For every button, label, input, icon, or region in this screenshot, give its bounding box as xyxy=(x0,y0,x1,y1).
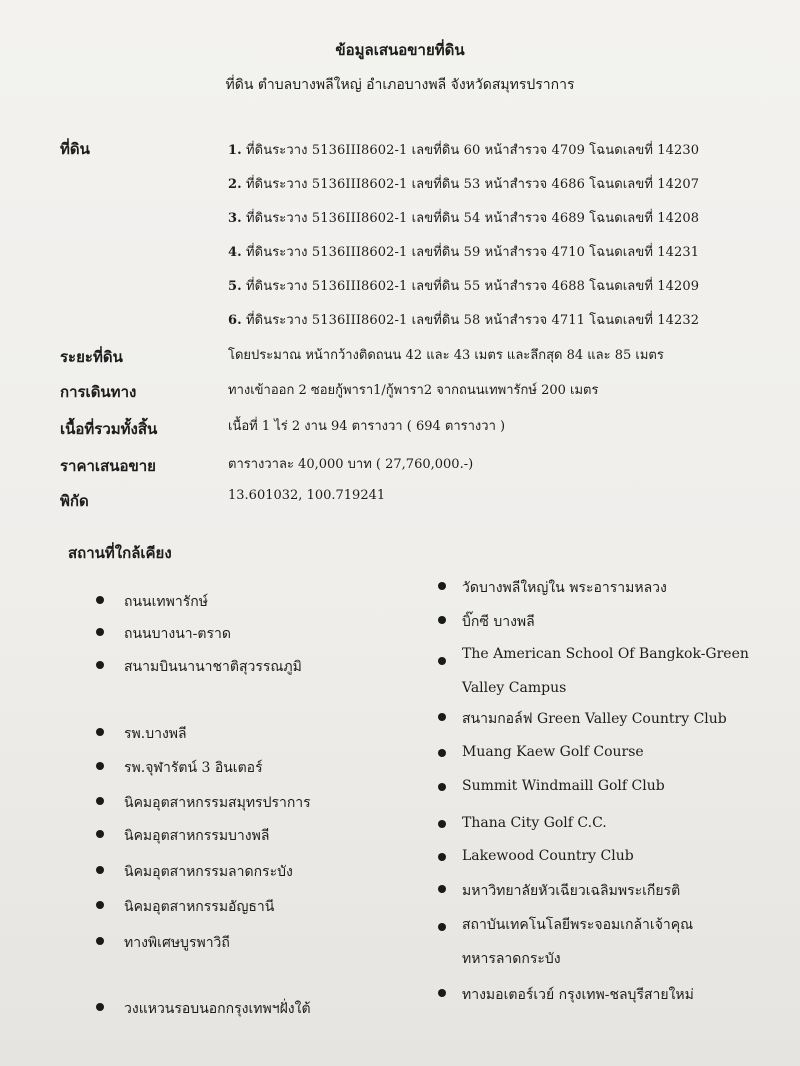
list-item: วัดบางพลีใหญ่ใน พระอารามหลวง xyxy=(438,577,667,599)
frontage-value: โดยประมาณ หน้ากว้างติดถนน 42 และ 43 เมตร และลึกสุด 84 และ 85 เมตร xyxy=(228,348,664,363)
list-item: มหาวิทยาลัยหัวเฉียวเฉลิมพระเกียรติ xyxy=(438,880,680,902)
list-item: ทางมอเตอร์เวย์ กรุงเทพ-ชลบุรีสายใหม่ xyxy=(438,984,694,1006)
list-item: สนามบินนานาชาติสุวรรณภูมิ xyxy=(96,656,302,678)
list-item: นิคมอุตสาหกรรมอัญธานี xyxy=(96,896,274,918)
land-item: 2. ที่ดินระวาง 5136III8602-1 เลขที่ดิน 53 หน้าสำรวจ 4686 โฉนดเลขที่ 14207 xyxy=(228,177,700,192)
list-item: รพ.บางพลี xyxy=(96,723,187,745)
area-label: เนื้อที่รวมทั้งสิ้น xyxy=(60,420,158,438)
bullet-icon xyxy=(96,628,104,636)
bullet-icon xyxy=(96,937,104,945)
nearby-title: สถานที่ใกล้เคียง xyxy=(68,544,172,562)
bullet-icon xyxy=(96,728,104,736)
bullet-icon xyxy=(438,923,446,931)
access-label: การเดินทาง xyxy=(60,383,137,401)
bullet-icon xyxy=(438,616,446,624)
bullet-icon xyxy=(438,820,446,828)
area-value: เนื้อที่ 1 ไร่ 2 งาน 94 ตารางวา ( 694 ตารางวา ) xyxy=(228,419,506,434)
land-item: 5. ที่ดินระวาง 5136III8602-1 เลขที่ดิน 55 หน้าสำรวจ 4688 โฉนดเลขที่ 14209 xyxy=(228,279,700,294)
list-item: รพ.จุฬารัตน์ 3 อินเตอร์ xyxy=(96,757,263,779)
bullet-icon xyxy=(438,783,446,791)
list-item: สถาบันเทคโนโลยีพระจอมเกล้าเจ้าคุณ ทหารลาดกระบัง xyxy=(438,915,693,969)
land-item: 3. ที่ดินระวาง 5136III8602-1 เลขที่ดิน 54 หน้าสำรวจ 4689 โฉนดเลขที่ 14208 xyxy=(228,211,700,226)
land-label: ที่ดิน xyxy=(60,140,90,158)
list-item: Muang Kaew Golf Course xyxy=(438,744,644,760)
bullet-icon xyxy=(96,866,104,874)
list-item: บิ๊กซี บางพลี xyxy=(438,611,535,633)
list-item: วงแหวนรอบนอกกรุงเทพฯฝั่งใต้ xyxy=(96,998,311,1020)
bullet-icon xyxy=(96,762,104,770)
land-item: 6. ที่ดินระวาง 5136III8602-1 เลขที่ดิน 58 หน้าสำรวจ 4711 โฉนดเลขที่ 14232 xyxy=(228,313,700,328)
bullet-icon xyxy=(438,657,446,665)
list-item: สนามกอล์ฟ Green Valley Country Club xyxy=(438,708,727,730)
coords-value: 13.601032, 100.719241 xyxy=(228,488,386,503)
document-subtitle: ที่ดิน ตำบลบางพลีใหญ่ อำเภอบางพลี จังหวัดสมุทรปราการ xyxy=(225,77,575,93)
bullet-icon xyxy=(438,989,446,997)
frontage-label: ระยะที่ดิน xyxy=(60,348,123,366)
bullet-icon xyxy=(438,582,446,590)
bullet-icon xyxy=(96,830,104,838)
list-item: Thana City Golf C.C. xyxy=(438,815,607,831)
bullet-icon xyxy=(96,797,104,805)
list-item: Summit Windmaill Golf Club xyxy=(438,778,665,794)
list-item: Lakewood Country Club xyxy=(438,848,634,864)
list-item: The American School Of Bangkok-Green Valley Campus xyxy=(438,645,749,697)
bullet-icon xyxy=(96,1003,104,1011)
list-item: นิคมอุตสาหกรรมบางพลี xyxy=(96,825,269,847)
list-item: นิคมอุตสาหกรรมลาดกระบัง xyxy=(96,861,293,883)
list-item: ถนนบางนา-ตราด xyxy=(96,623,231,645)
bullet-icon xyxy=(96,596,104,604)
bullet-icon xyxy=(438,853,446,861)
land-item: 1. ที่ดินระวาง 5136III8602-1 เลขที่ดิน 60 หน้าสำรวจ 4709 โฉนดเลขที่ 14230 xyxy=(228,143,700,158)
bullet-icon xyxy=(96,661,104,669)
land-item: 4. ที่ดินระวาง 5136III8602-1 เลขที่ดิน 59 หน้าสำรวจ 4710 โฉนดเลขที่ 14231 xyxy=(228,245,700,260)
list-item: นิคมอุตสาหกรรมสมุทรปราการ xyxy=(96,792,311,814)
price-label: ราคาเสนอขาย xyxy=(60,457,156,475)
document-title: ข้อมูลเสนอขายที่ดิน xyxy=(335,41,465,59)
price-value: ตารางวาละ 40,000 บาท ( 27,760,000.-) xyxy=(228,457,474,472)
coords-label: พิกัด xyxy=(60,492,89,510)
bullet-icon xyxy=(438,713,446,721)
bullet-icon xyxy=(438,885,446,893)
list-item: ทางพิเศษบูรพาวิถี xyxy=(96,932,230,954)
bullet-icon xyxy=(96,901,104,909)
bullet-icon xyxy=(438,749,446,757)
list-item: ถนนเทพารักษ์ xyxy=(96,591,208,613)
access-value: ทางเข้าออก 2 ซอยกู้พารา1/กู้พารา2 จากถนนเทพารักษ์ 200 เมตร xyxy=(228,383,599,398)
